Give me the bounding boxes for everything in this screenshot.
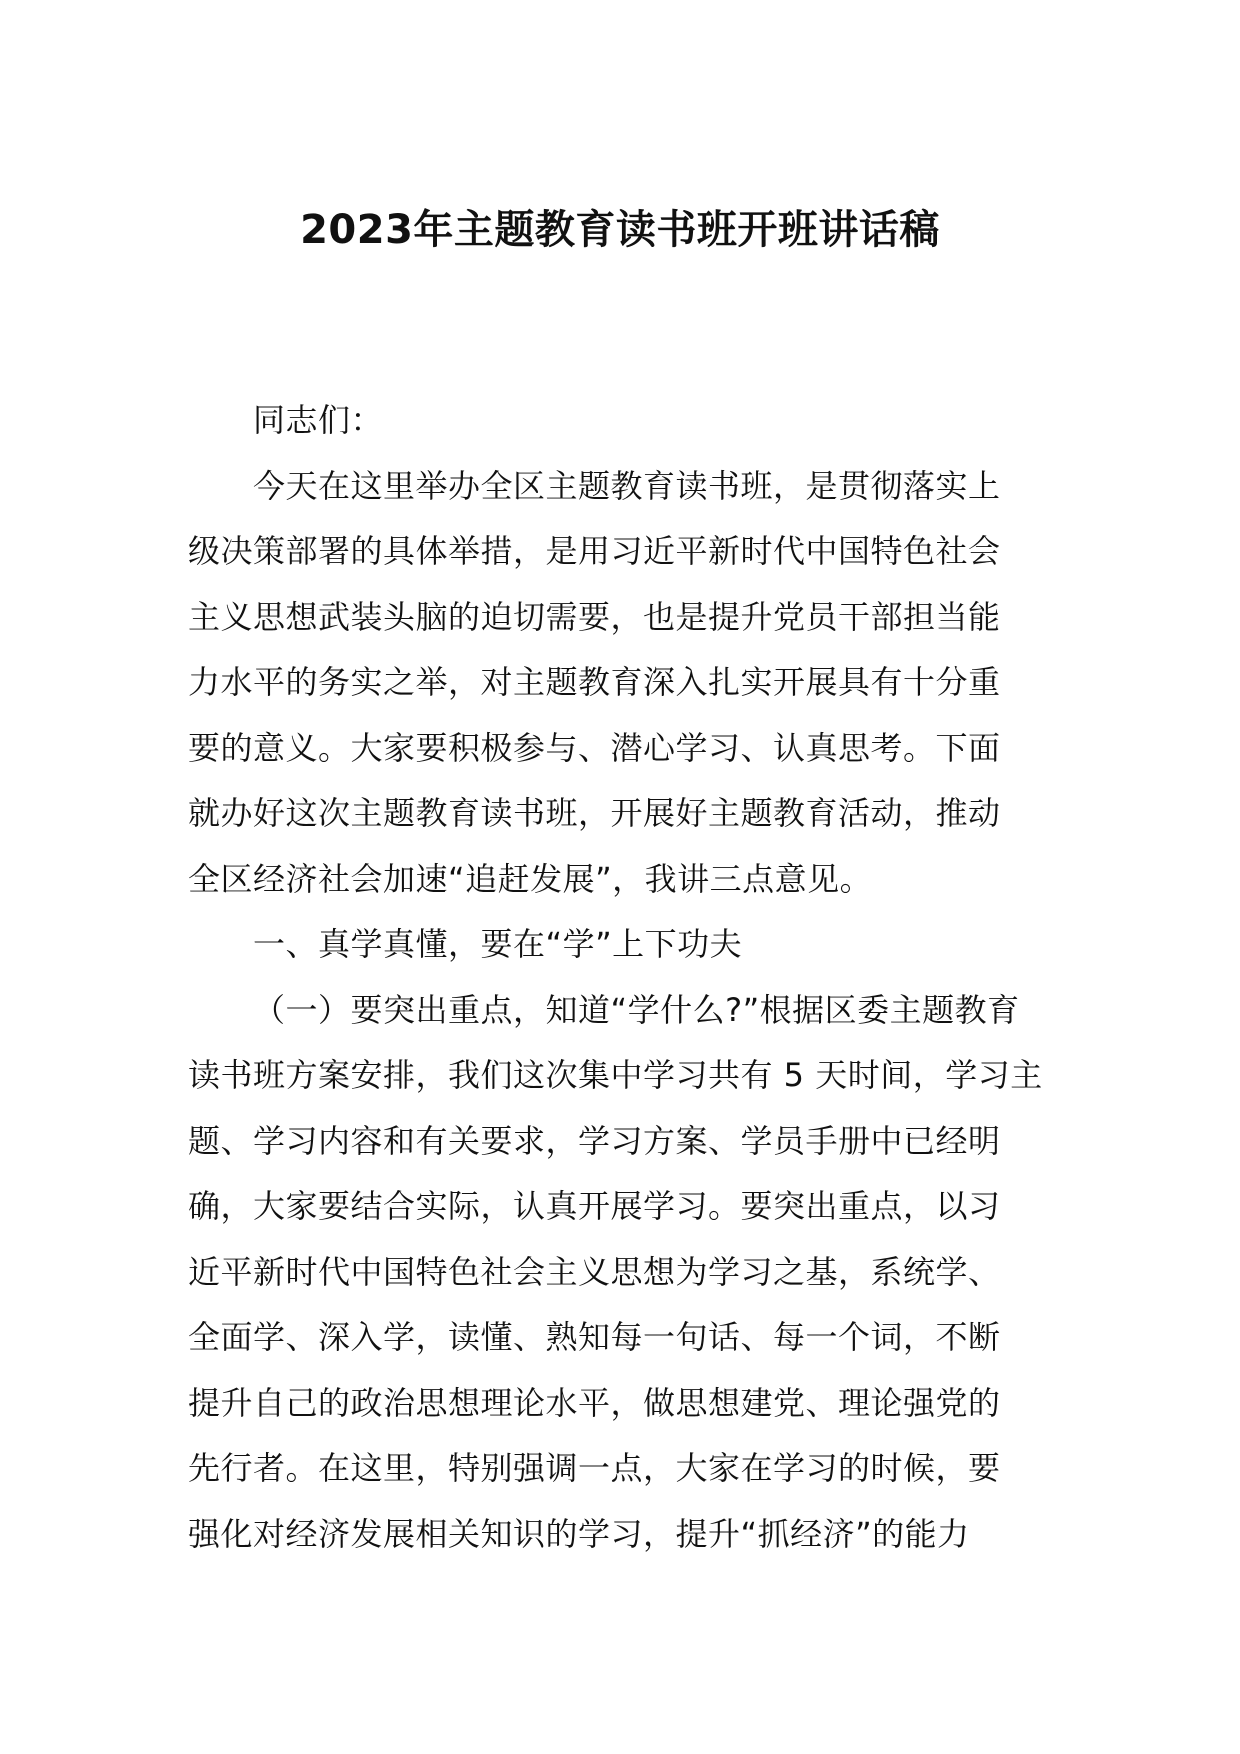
paragraph-line: 近平新时代中国特色社会主义思想为学习之基，系统学、	[188, 1252, 1001, 1291]
paragraph-line: （一）要突出重点，知道“学什么?”根据区委主题教育	[253, 990, 1020, 1029]
section-heading: 一、真学真懂，要在“学”上下功夫	[253, 925, 743, 963]
paragraph-line: 要的意义。大家要积极参与、潜心学习、认真思考。下面	[188, 728, 1001, 767]
paragraph-line: 确，大家要结合实际，认真开展学习。要突出重点，以习	[188, 1187, 1001, 1225]
paragraph-line: 级决策部署的具体举措，是用习近平新时代中国特色社会	[188, 532, 1001, 570]
paragraph-line: 今天在这里举办全区主题教育读书班，是贯彻落实上	[253, 466, 1001, 505]
paragraph-line: 就办好这次主题教育读书班，开展好主题教育活动，推动	[188, 794, 1001, 832]
paragraph-line: 题、学习内容和有关要求，学习方案、学员手册中已经明	[188, 1121, 1001, 1160]
paragraph-line: 提升自己的政治思想理论水平，做思想建党、理论强党的	[188, 1383, 1001, 1422]
salutation-line: 同志们：	[253, 401, 384, 439]
paragraph-line: 全面学、深入学，读懂、熟知每一句话、每一个词，不断	[188, 1318, 1001, 1356]
paragraph-line: 主义思想武装头脑的迫切需要，也是提升党员干部担当能	[188, 597, 1001, 636]
paragraph-line: 先行者。在这里，特别强调一点，大家在学习的时候，要	[188, 1449, 1001, 1487]
document-body	[188, 388, 1058, 1567]
paragraph-line: 强化对经济发展相关知识的学习，提升“抓经济”的能力	[188, 1514, 970, 1553]
paragraph-line: 力水平的务实之举，对主题教育深入扎实开展具有十分重	[188, 663, 1001, 701]
paragraph-line: 全区经济社会加速“追赶发展”，我讲三点意见。	[188, 859, 873, 898]
paragraph-line: 读书班方案安排，我们这次集中学习共有 5 天时间，学习主	[188, 1056, 1043, 1094]
document-title: 2023年主题教育读书班开班讲话稿	[300, 207, 940, 253]
